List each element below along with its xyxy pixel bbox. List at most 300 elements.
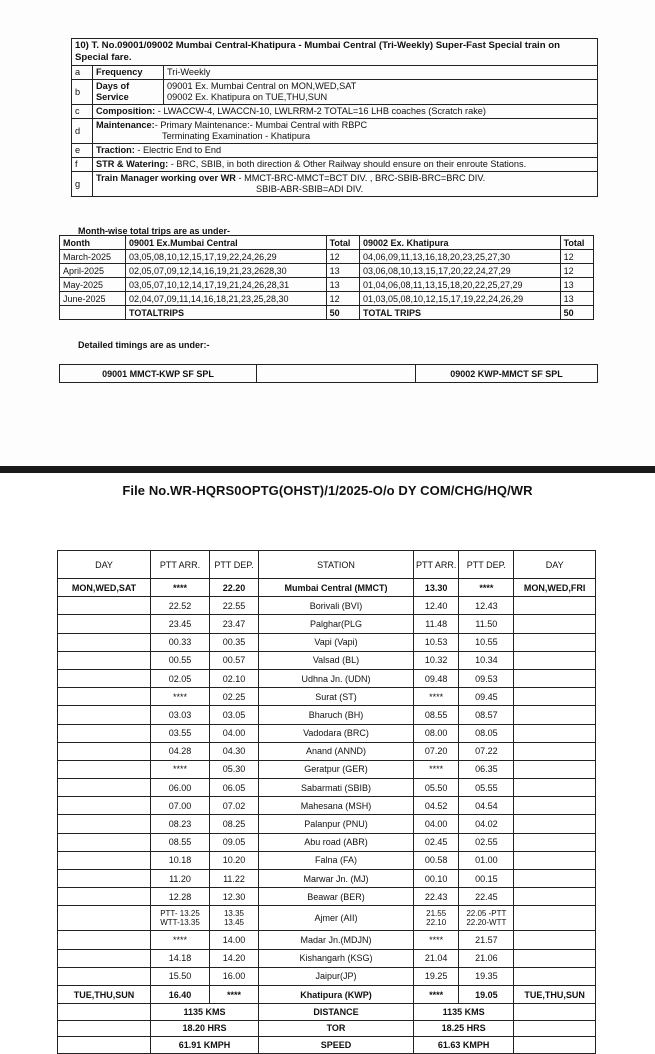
- header-month: Month: [60, 236, 126, 250]
- dep-cell: 12.30: [210, 888, 259, 906]
- summary-left-value: 18.20 HRS: [151, 1020, 259, 1037]
- arr-cell: 04.52: [414, 797, 459, 815]
- row-label: Traction:: [96, 145, 135, 155]
- table-row: [58, 688, 596, 706]
- info-row-days: [72, 80, 598, 105]
- table-row: [58, 669, 596, 687]
- up-dates-cell: 02,05,07,09,12,14,16,19,21,23,2628,30: [126, 264, 327, 278]
- day-cell: [514, 906, 596, 931]
- table-row: [58, 597, 596, 615]
- dep-cell: 09.53: [459, 669, 514, 687]
- row-key: d: [72, 119, 93, 144]
- row-key: f: [72, 158, 93, 172]
- down-train-label: 09002 KWP-MMCT SF SPL: [416, 365, 598, 383]
- row-key: c: [72, 105, 93, 119]
- table-row: [58, 967, 596, 985]
- day-cell: [58, 931, 151, 949]
- down-dates-cell: 03,06,08,10,13,15,17,20,22,24,27,29: [360, 264, 561, 278]
- day-cell: [58, 615, 151, 633]
- summary-right-value: 18.25 HRS: [414, 1020, 514, 1037]
- day-cell: [514, 669, 596, 687]
- info-row-composition: [72, 105, 598, 119]
- summary-right-value: 1135 KMS: [414, 1004, 514, 1021]
- day-cell: [58, 815, 151, 833]
- day-cell: [58, 797, 151, 815]
- row-value: [164, 80, 598, 105]
- dep-cell: 07.22: [459, 742, 514, 760]
- time-line: 22.20-WTT: [466, 918, 507, 928]
- summary-row: [58, 1004, 596, 1021]
- dep-cell: 08.57: [459, 706, 514, 724]
- row-value-line: Terminating Examination - Khatipura: [162, 131, 311, 141]
- day-cell: [514, 724, 596, 742]
- arr-cell: ****: [151, 579, 210, 597]
- table-row: [58, 579, 596, 597]
- arr-cell: 22.52: [151, 597, 210, 615]
- arr-cell: 09.48: [414, 669, 459, 687]
- empty-cell: [60, 306, 126, 320]
- page-divider: [0, 466, 655, 473]
- time-line: 13.35: [223, 909, 245, 919]
- station-cell: Palanpur (PNU): [259, 815, 414, 833]
- monthly-trips-table: [59, 235, 594, 320]
- empty-cell: [58, 1037, 151, 1054]
- station-cell: Mumbai Central (MMCT): [259, 579, 414, 597]
- arr-cell: 21.04: [414, 949, 459, 967]
- dep-cell: ****: [459, 579, 514, 597]
- table-row: [58, 651, 596, 669]
- empty-cell: [58, 1020, 151, 1037]
- summary-right-value: 61.63 KMPH: [414, 1037, 514, 1054]
- timetable-ajmer: [58, 906, 596, 931]
- down-dates-cell: 04,06,09,11,13,16,18,20,23,25,27,30: [360, 250, 561, 264]
- summary-label: TOR: [259, 1020, 414, 1037]
- dep-cell: 07.02: [210, 797, 259, 815]
- arr-cell: [414, 906, 459, 931]
- dep-cell: 11.22: [210, 870, 259, 888]
- dep-cell: 09.05: [210, 833, 259, 851]
- station-cell: Geratpur (GER): [259, 760, 414, 778]
- station-cell: Abu road (ABR): [259, 833, 414, 851]
- timetable-header-row: [58, 551, 596, 579]
- month-cell: April-2025: [60, 264, 126, 278]
- row-value-line: SBIB-ABR-SBIB=ADI DIV.: [256, 184, 364, 194]
- arr-cell: 12.40: [414, 597, 459, 615]
- day-cell: [58, 597, 151, 615]
- station-cell: Marwar Jn. (MJ): [259, 870, 414, 888]
- total-value: 50: [560, 306, 593, 320]
- table-row: [58, 870, 596, 888]
- row-value-line: - MMCT-BRC-MMCT=BCT DIV. , BRC-SBIB-BRC=BRC DIV.: [238, 173, 486, 183]
- arr-cell: 00.58: [414, 851, 459, 869]
- dep-cell: 06.05: [210, 779, 259, 797]
- station-cell: Mahesana (MSH): [259, 797, 414, 815]
- total-value: 50: [326, 306, 359, 320]
- dep-cell: 02.55: [459, 833, 514, 851]
- day-cell: [514, 742, 596, 760]
- dep-cell: 04.54: [459, 797, 514, 815]
- day-cell: [514, 779, 596, 797]
- empty-cell: [514, 1037, 596, 1054]
- day-cell: MON,WED,SAT: [58, 579, 151, 597]
- table-row: [58, 633, 596, 651]
- dep-cell: [210, 906, 259, 931]
- day-cell: [514, 833, 596, 851]
- dep-cell: 01.00: [459, 851, 514, 869]
- trips-body: [60, 250, 594, 306]
- dep-cell: 04.00: [210, 724, 259, 742]
- row-label: Maintenance:: [96, 120, 155, 130]
- up-total-cell: 13: [326, 264, 359, 278]
- day-cell: [514, 797, 596, 815]
- day-cell: [514, 815, 596, 833]
- trips-row: [60, 264, 594, 278]
- arr-cell: ****: [151, 688, 210, 706]
- day-cell: [58, 633, 151, 651]
- dep-cell: 00.15: [459, 870, 514, 888]
- day-cell: [514, 597, 596, 615]
- arr-cell: 00.10: [414, 870, 459, 888]
- summary-left-value: 61.91 KMPH: [151, 1037, 259, 1054]
- dep-cell: 10.55: [459, 633, 514, 651]
- up-total-cell: 12: [326, 250, 359, 264]
- dep-cell: 10.34: [459, 651, 514, 669]
- dep-cell: 02.10: [210, 669, 259, 687]
- dep-cell: [459, 906, 514, 931]
- timetable-body: [58, 931, 596, 1004]
- arr-cell: 23.45: [151, 615, 210, 633]
- header-ptt-dep: PTT DEP.: [459, 551, 514, 579]
- row-content: [93, 119, 598, 144]
- table-row: [58, 833, 596, 851]
- header-day: DAY: [58, 551, 151, 579]
- table-row: [58, 779, 596, 797]
- day-cell: [514, 688, 596, 706]
- arr-cell: 22.43: [414, 888, 459, 906]
- dep-cell: 12.43: [459, 597, 514, 615]
- dep-cell: 10.20: [210, 851, 259, 869]
- up-dates-cell: 03,05,08,10,12,15,17,19,22,24,26,29: [126, 250, 327, 264]
- time-line: 22.05 -PTT: [466, 909, 507, 919]
- table-row: [58, 851, 596, 869]
- table-row: [58, 949, 596, 967]
- row-value: Tri-Weekly: [164, 66, 598, 80]
- trips-row: [60, 292, 594, 306]
- time-line: WTT-13.35: [160, 918, 200, 928]
- station-cell: Palghar(PLG: [259, 615, 414, 633]
- total-label: TOTAL TRIPS: [360, 306, 561, 320]
- arr-cell: 13.30: [414, 579, 459, 597]
- dep-cell: 02.25: [210, 688, 259, 706]
- day-cell: [58, 706, 151, 724]
- trips-total-row: [60, 306, 594, 320]
- day-cell: [58, 760, 151, 778]
- row-value: - Electric End to End: [137, 145, 222, 155]
- table-row: [58, 742, 596, 760]
- table-row: [58, 985, 596, 1003]
- summary-label: SPEED: [259, 1037, 414, 1054]
- station-cell: Bharuch (BH): [259, 706, 414, 724]
- dep-cell: 08.05: [459, 724, 514, 742]
- arr-cell: ****: [414, 760, 459, 778]
- arr-cell: 19.25: [414, 967, 459, 985]
- train-info-table: [71, 38, 598, 197]
- arr-cell: ****: [414, 688, 459, 706]
- arr-cell: 02.45: [414, 833, 459, 851]
- day-cell: [514, 851, 596, 869]
- dep-cell: 22.55: [210, 597, 259, 615]
- day-cell: [58, 833, 151, 851]
- header-total: Total: [326, 236, 359, 250]
- day-cell: [58, 888, 151, 906]
- row-label: Days of Service: [93, 80, 164, 105]
- station-cell: Kishangarh (KSG): [259, 949, 414, 967]
- day-cell: [514, 967, 596, 985]
- time-line: 21.55: [426, 909, 447, 919]
- day-cell: [58, 688, 151, 706]
- arr-cell: 10.53: [414, 633, 459, 651]
- down-total-cell: 13: [560, 278, 593, 292]
- station-cell: Vadodara (BRC): [259, 724, 414, 742]
- arr-cell: 14.18: [151, 949, 210, 967]
- day-cell: [514, 651, 596, 669]
- arr-cell: 16.40: [151, 985, 210, 1003]
- row-value-line: 09002 Ex. Khatipura on TUE,THU,SUN: [167, 92, 328, 102]
- dep-cell: 08.25: [210, 815, 259, 833]
- station-cell: Madar Jn.(MDJN): [259, 931, 414, 949]
- day-cell: [58, 669, 151, 687]
- day-cell: TUE,THU,SUN: [58, 985, 151, 1003]
- dep-cell: 06.35: [459, 760, 514, 778]
- row-label: Composition:: [96, 106, 156, 116]
- day-cell: [514, 949, 596, 967]
- row-label: STR & Watering:: [96, 159, 169, 169]
- day-cell: [58, 967, 151, 985]
- header-up-train: 09001 Ex.Mumbai Central: [126, 236, 327, 250]
- dep-cell: 14.00: [210, 931, 259, 949]
- day-cell: [514, 931, 596, 949]
- day-cell: [514, 760, 596, 778]
- row-value: - LWACCW-4, LWACCN-10, LWLRRM-2 TOTAL=16 LHB coaches (Scratch rake): [157, 106, 486, 116]
- timetable: [57, 550, 596, 1054]
- info-row-frequency: [72, 66, 598, 80]
- arr-cell: 00.33: [151, 633, 210, 651]
- arr-cell: 11.20: [151, 870, 210, 888]
- station-cell: Valsad (BL): [259, 651, 414, 669]
- arr-cell: 06.00: [151, 779, 210, 797]
- day-cell: [58, 779, 151, 797]
- trips-row: [60, 278, 594, 292]
- day-cell: [514, 706, 596, 724]
- up-total-cell: 13: [326, 278, 359, 292]
- top-document-sheet: [0, 0, 655, 466]
- day-cell: [514, 870, 596, 888]
- timings-bar-row: [60, 365, 598, 383]
- time-line: 13.45: [223, 918, 245, 928]
- timetable-body: [58, 579, 596, 906]
- station-cell: Borivali (BVI): [259, 597, 414, 615]
- up-total-cell: 12: [326, 292, 359, 306]
- header-day: DAY: [514, 551, 596, 579]
- header-ptt-arr: PTT ARR.: [414, 551, 459, 579]
- arr-cell: 11.48: [414, 615, 459, 633]
- row-value: - BRC, SBIB, in both direction & Other Railway should ensure on their enroute Stations.: [170, 159, 527, 169]
- arr-cell: 10.18: [151, 851, 210, 869]
- dep-cell: 23.47: [210, 615, 259, 633]
- down-total-cell: 13: [560, 292, 593, 306]
- arr-cell: 08.55: [151, 833, 210, 851]
- row-key: b: [72, 80, 93, 105]
- dep-cell: 22.45: [459, 888, 514, 906]
- day-cell: [58, 851, 151, 869]
- dep-cell: 03.05: [210, 706, 259, 724]
- table-row: [58, 906, 596, 931]
- arr-cell: 08.23: [151, 815, 210, 833]
- trips-heading: Month-wise total trips are as under-: [78, 226, 231, 236]
- timings-train-bar: [59, 364, 598, 383]
- row-label: Train Manager working over WR: [96, 173, 236, 183]
- summary-label: DISTANCE: [259, 1004, 414, 1021]
- station-cell: Falna (FA): [259, 851, 414, 869]
- row-content: [93, 105, 598, 119]
- arr-cell: 02.05: [151, 669, 210, 687]
- file-number: File No.WR-HQRS0OPTG(OHST)/1/2025-O/o DY COM/CHG/HQ/WR: [122, 483, 533, 498]
- arr-cell: 07.00: [151, 797, 210, 815]
- header-total: Total: [560, 236, 593, 250]
- arr-cell: ****: [151, 931, 210, 949]
- arr-cell: 03.55: [151, 724, 210, 742]
- down-total-cell: 12: [560, 264, 593, 278]
- month-cell: May-2025: [60, 278, 126, 292]
- header-down-train: 09002 Ex. Khatipura: [360, 236, 561, 250]
- arr-cell: ****: [414, 985, 459, 1003]
- arr-cell: [151, 906, 210, 931]
- arr-cell: 05.50: [414, 779, 459, 797]
- row-key: g: [72, 172, 93, 197]
- arr-cell: 04.28: [151, 742, 210, 760]
- station-cell: Jaipur(JP): [259, 967, 414, 985]
- day-cell: MON,WED,FRI: [514, 579, 596, 597]
- station-cell: Khatipura (KWP): [259, 985, 414, 1003]
- month-cell: June-2025: [60, 292, 126, 306]
- down-dates-cell: 01,04,06,08,11,13,15,18,20,22,25,27,29: [360, 278, 561, 292]
- summary-left-value: 1135 KMS: [151, 1004, 259, 1021]
- arr-cell: 00.55: [151, 651, 210, 669]
- dep-cell: 11.50: [459, 615, 514, 633]
- arr-cell: 03.03: [151, 706, 210, 724]
- station-cell: Ajmer (AII): [259, 906, 414, 931]
- arr-cell: 15.50: [151, 967, 210, 985]
- down-dates-cell: 01,03,05,08,10,12,15,17,19,22,24,26,29: [360, 292, 561, 306]
- up-dates-cell: 03,05,07,10,12,14,17,19,21,24,26,28,31: [126, 278, 327, 292]
- info-row-train-manager: [72, 172, 598, 197]
- row-key: a: [72, 66, 93, 80]
- table-row: [58, 706, 596, 724]
- dep-cell: 22.20: [210, 579, 259, 597]
- dep-cell: 04.30: [210, 742, 259, 760]
- dep-cell: 19.35: [459, 967, 514, 985]
- table-row: [58, 724, 596, 742]
- dep-cell: 19.05: [459, 985, 514, 1003]
- header-station: STATION: [259, 551, 414, 579]
- table-row: [58, 760, 596, 778]
- arr-cell: 08.00: [414, 724, 459, 742]
- time-line: 22.10: [426, 918, 447, 928]
- table-row: [58, 888, 596, 906]
- row-value-line: 09001 Ex. Mumbai Central on MON,WED,SAT: [167, 81, 357, 91]
- arr-cell: ****: [414, 931, 459, 949]
- arr-cell: 08.55: [414, 706, 459, 724]
- day-cell: [514, 615, 596, 633]
- table-row: [58, 797, 596, 815]
- header-ptt-arr: PTT ARR.: [151, 551, 210, 579]
- row-value-line: - Primary Maintenance:- Mumbai Central with RBPC: [154, 120, 368, 130]
- arr-cell: 07.20: [414, 742, 459, 760]
- title-row: [72, 39, 598, 66]
- summary-row: [58, 1037, 596, 1054]
- dep-cell: ****: [210, 985, 259, 1003]
- arr-cell: 10.32: [414, 651, 459, 669]
- day-cell: [58, 949, 151, 967]
- table-row: [58, 615, 596, 633]
- day-cell: [58, 651, 151, 669]
- row-content: [93, 172, 598, 197]
- down-total-cell: 12: [560, 250, 593, 264]
- station-cell: Vapi (Vapi): [259, 633, 414, 651]
- dep-cell: 14.20: [210, 949, 259, 967]
- train-title: 10) T. No.09001/09002 Mumbai Central-Khatipura - Mumbai Central (Tri-Weekly) Super-Fast Special train on Special fare.: [72, 39, 598, 66]
- empty-cell: [514, 1020, 596, 1037]
- row-label: Frequency: [93, 66, 164, 80]
- arr-cell: ****: [151, 760, 210, 778]
- dep-cell: 04.02: [459, 815, 514, 833]
- info-row-traction: [72, 144, 598, 158]
- up-train-label: 09001 MMCT-KWP SF SPL: [60, 365, 257, 383]
- header-ptt-dep: PTT DEP.: [210, 551, 259, 579]
- month-cell: March-2025: [60, 250, 126, 264]
- arr-cell: 04.00: [414, 815, 459, 833]
- info-row-watering: [72, 158, 598, 172]
- row-key: e: [72, 144, 93, 158]
- dep-cell: 05.30: [210, 760, 259, 778]
- day-cell: [58, 870, 151, 888]
- row-content: [93, 158, 598, 172]
- station-cell: Sabarmati (SBIB): [259, 779, 414, 797]
- day-cell: [514, 633, 596, 651]
- trips-row: [60, 250, 594, 264]
- station-cell: Anand (ANND): [259, 742, 414, 760]
- time-line: PTT- 13.25: [160, 909, 200, 919]
- table-row: [58, 931, 596, 949]
- day-cell: [514, 888, 596, 906]
- up-dates-cell: 02,04,07,09,11,14,16,18,21,23,25,28,30: [126, 292, 327, 306]
- summary-row: [58, 1020, 596, 1037]
- empty-cell: [514, 1004, 596, 1021]
- timetable-summary: [58, 1004, 596, 1054]
- dep-cell: 16.00: [210, 967, 259, 985]
- day-cell: [58, 724, 151, 742]
- empty-cell: [58, 1004, 151, 1021]
- empty-cell: [257, 365, 416, 383]
- dep-cell: 00.35: [210, 633, 259, 651]
- info-row-maintenance: [72, 119, 598, 144]
- arr-cell: 12.28: [151, 888, 210, 906]
- station-cell: Udhna Jn. (UDN): [259, 669, 414, 687]
- row-content: [93, 144, 598, 158]
- day-cell: TUE,THU,SUN: [514, 985, 596, 1003]
- dep-cell: 00.57: [210, 651, 259, 669]
- day-cell: [58, 742, 151, 760]
